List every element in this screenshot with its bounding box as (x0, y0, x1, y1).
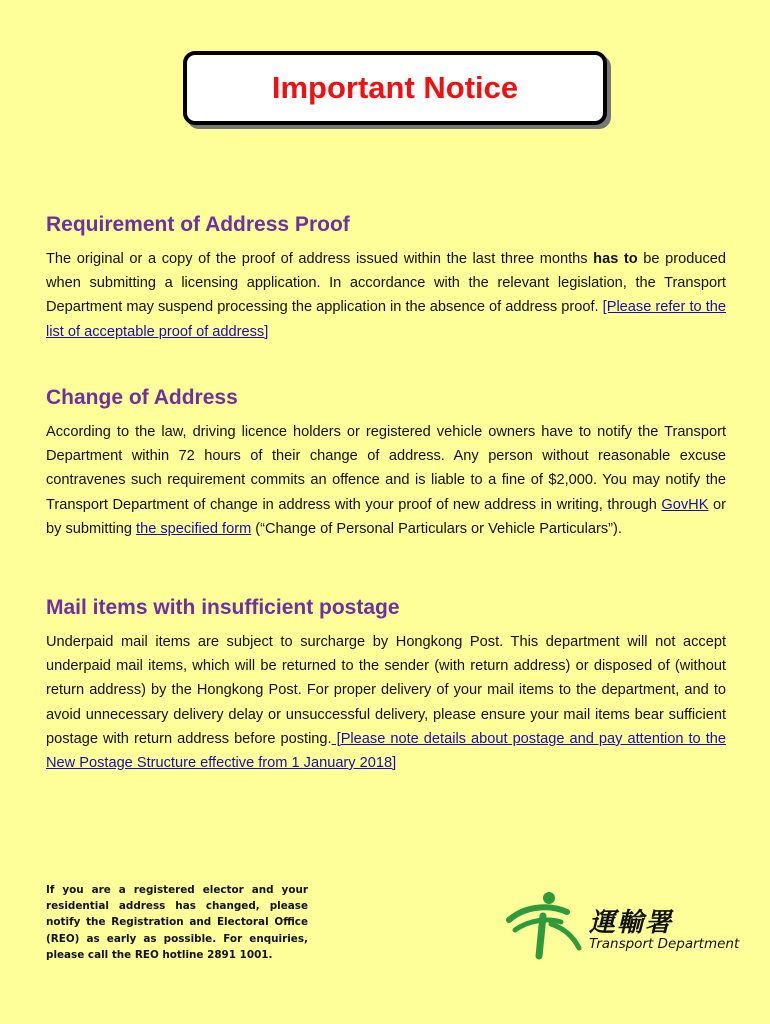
notice-box (183, 51, 607, 125)
section-postage (46, 596, 726, 775)
acceptable-proof-link[interactable]: [Please refer to the list of acceptable proof of address] (46, 299, 726, 340)
postage-paragraph (46, 630, 726, 775)
transport-department-logo (505, 890, 745, 960)
logo-english-text: Transport Department (589, 936, 740, 952)
address-proof-bold: has to (593, 251, 638, 267)
postage-text-1: Underpaid mail items are subject to surcharge by Hongkong Post. This department will not accept underpaid mail items, which will be returned to the sender (with return address) or disposed of (without return address) by the Hongkong Post. For proper delivery of your mail items to the department, and to avoid unnecessary delivery delay or unsuccessful delivery, please ensure your mail items bear sufficient postage with return address before posting. (46, 634, 726, 747)
section-title-postage: Mail items with insufficient postage (46, 596, 400, 619)
change-address-text-1: According to the law, driving licence holders or registered vehicle owners have to notify the Transport Department within 72 hours of their change of address. Any person without reasonable excuse contravenes such requirement commits an offence and is liable to a fine of $2,000. You may notify the Transport Department of change in address with your proof of new address in writing, through (46, 424, 726, 513)
notice-title: Important Notice (271, 70, 519, 105)
change-address-text-3: (“Change of Personal Particulars or Vehicle Particulars”). (251, 520, 622, 537)
section-change-address (46, 386, 726, 541)
specified-form-link[interactable]: the specified form (136, 520, 252, 537)
section-title-address-proof: Requirement of Address Proof (46, 213, 350, 236)
td-emblem-icon (505, 890, 585, 960)
section-address-proof (46, 213, 726, 344)
address-proof-text-1: The original or a copy of the proof of address issued within the last three months (46, 251, 594, 267)
address-proof-text-2: be produced when submitting a licensing application. In accordance with the relevant legislation, the Transport Department may suspend processing the application in the absence of address proof. (46, 251, 726, 316)
change-address-paragraph (46, 420, 726, 541)
section-title-change-address: Change of Address (46, 386, 238, 409)
postage-details-link[interactable]: [Please note details about postage and pay attention to the New Postage Structure effective from 1 January 2018] (46, 730, 727, 772)
logo-chinese-text: 運輸署 (589, 908, 674, 938)
change-address-text-2: or by submitting (46, 496, 727, 537)
reo-note: If you are a registered elector and your residential address has changed, please notify the Registration and Electoral Office (REO) as early as possible. For enquiries, please call the REO hotline 2891 1001. (46, 884, 308, 961)
govhk-link[interactable]: GovHK (661, 496, 709, 513)
address-proof-paragraph (46, 247, 726, 344)
